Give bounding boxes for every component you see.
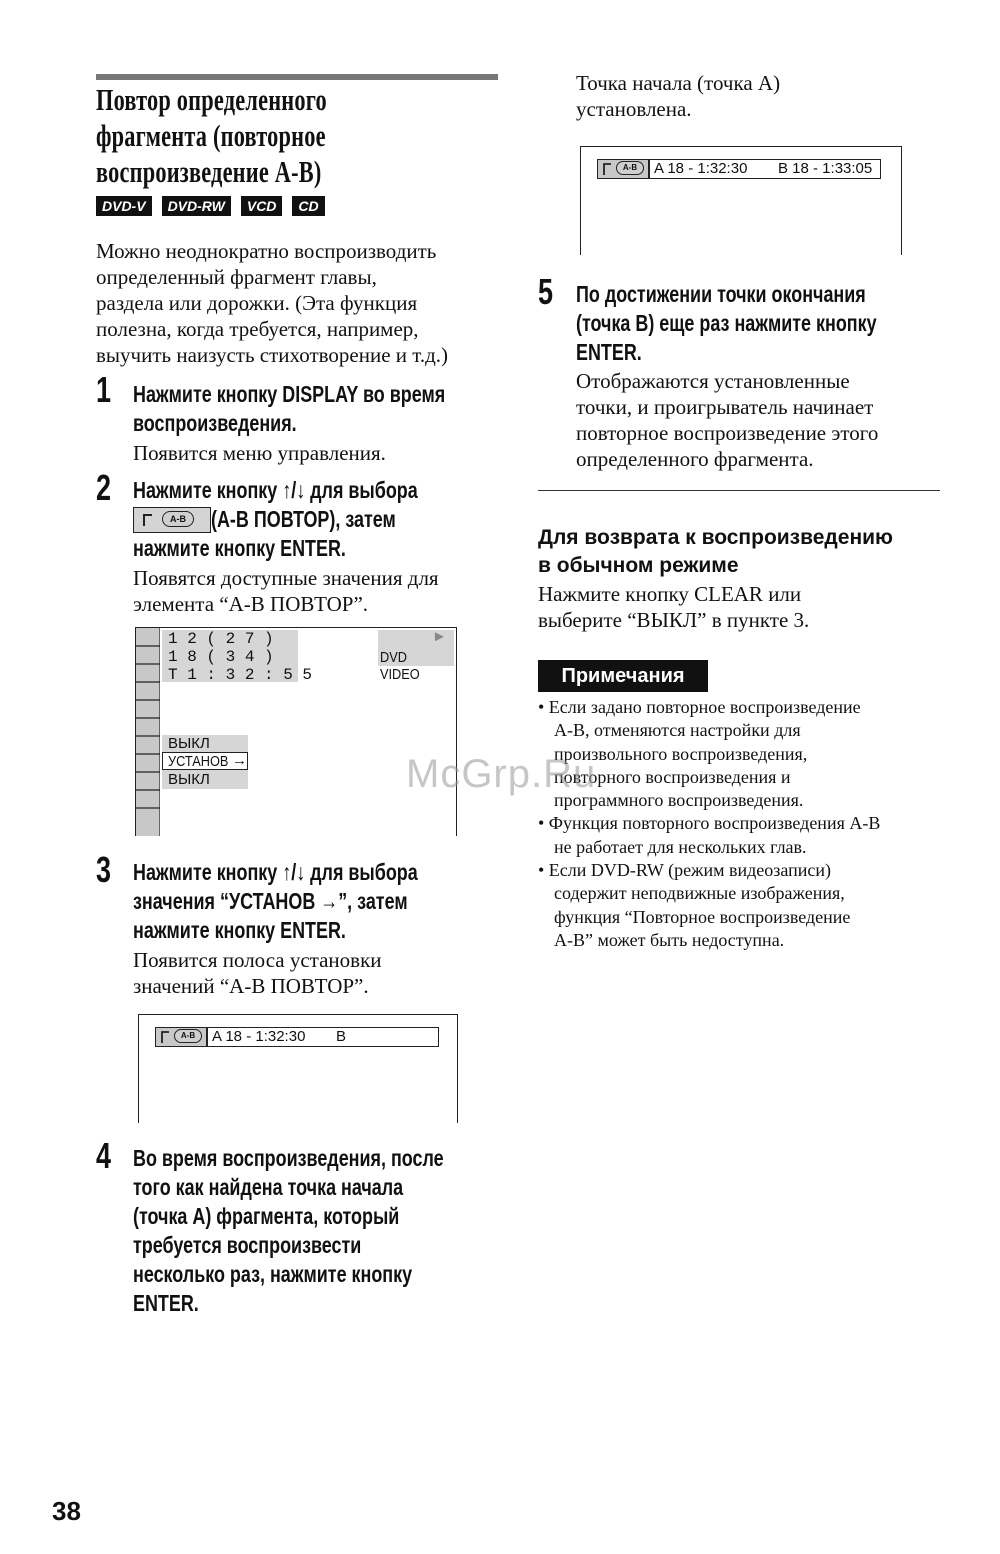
ab-icon: A-B [174, 1029, 202, 1043]
ab-setting-bar [597, 159, 881, 179]
option-set: УСТАНОВ [168, 753, 229, 770]
ab-repeat-inline-icon [133, 507, 211, 533]
step-4-number: 4 [96, 1135, 112, 1176]
ab-icon: A-B [616, 161, 644, 175]
point-a-value: A 18 - 1:32:30 [212, 1028, 306, 1045]
step-2-heading: Нажмите кнопку ↑/↓ для выбора (A-B ПОВТОР), затем нажмите кнопку ENTER. [133, 477, 418, 561]
step-3-number: 3 [96, 849, 112, 890]
step-3-heading: Нажмите кнопку ↑/↓ для выбора значения “УСТАНОВ →”, затем нажмите кнопку ENTER. [133, 859, 418, 943]
ab-icon: A-B [162, 511, 194, 527]
intro-paragraph: Можно неоднократно воспроизводить определенный фрагмент главы, раздела или дорожки. (Эта функция полезна, когда требуется, например, выучить наизусть стихотворение и т.д.) [96, 239, 449, 367]
play-icon: ► [432, 628, 447, 645]
page-title: Повтор определенного фрагмента (повторное воспроизведение A-B) [96, 82, 327, 189]
page-number: 38 [52, 1496, 81, 1526]
menu-icon-column [136, 628, 160, 836]
disc-type-badges [96, 196, 325, 216]
disc-label: DVD VIDEO [380, 649, 420, 683]
return-body: Нажмите кнопку CLEAR или выберите “ВЫКЛ” в пункте 3. [538, 582, 810, 632]
badge-dvd-rw: DVD-RW [162, 196, 231, 216]
ab-bar-screen-ab [580, 146, 902, 255]
return-heading: Для возврата к воспроизведению в обычном режиме [538, 526, 893, 577]
step-5-heading: По достижении точки окончания (точка B) еще раз нажмите кнопку ENTER. [576, 281, 877, 365]
note-item-1: • Если задано повторное воспроизведение A-B, отменяются настройки для произвольного воспроизведения, повторного воспроизведения и программного воспроизведения. [538, 697, 861, 811]
step-2-body: Появятся доступные значения для элемента “A-B ПОВТОР”. [133, 566, 439, 616]
point-a-value: A 18 - 1:32:30 [654, 160, 748, 177]
badge-dvd-v: DVD-V [96, 196, 152, 216]
badge-vcd: VCD [241, 196, 283, 216]
section-divider [538, 490, 940, 491]
note-item-2: • Функция повторного воспроизведения A-B не работает для нескольких глав. [538, 813, 881, 857]
step-1-heading: Нажмите кнопку DISPLAY во время воспроизведения. [133, 381, 446, 436]
control-menu-screen [135, 627, 457, 836]
status-text: 1 2 ( 2 7 ) 1 8 ( 3 4 ) T 1 : 3 2 : 5 5 [168, 630, 313, 684]
notes-label: Примечания [538, 660, 708, 692]
title-rule [96, 74, 498, 80]
watermark: McGrp.Ru [406, 752, 597, 796]
badge-cd: CD [292, 196, 324, 216]
bar-divider [648, 160, 650, 178]
point-b-value: B [336, 1028, 347, 1045]
step-5-body: Отображаются установленные точки, и проигрыватель начинает повторное воспроизведение этого определенного фрагмента. [576, 369, 879, 471]
setting-icon [142, 513, 154, 527]
step-4-heading: Во время воспроизведения, после того как найдена точка начала (точка A) фрагмента, который требуется воспроизвести несколько раз, нажмите кнопку ENTER. [133, 1145, 444, 1316]
point-a-set-text: Точка начала (точка A) установлена. [576, 71, 781, 121]
setting-icon [160, 1030, 170, 1044]
option-off-2[interactable]: ВЫКЛ [168, 771, 210, 788]
step-1-body: Появится меню управления. [133, 441, 386, 465]
notes-list [538, 696, 958, 952]
point-b-value: B 18 - 1:33:05 [778, 160, 873, 177]
arrow-icon: → [232, 752, 247, 769]
step-3-body: Появится полоса установки значений “A-B ПОВТОР”. [133, 948, 382, 998]
ab-bar-screen-a [138, 1014, 458, 1123]
step-5-number: 5 [538, 271, 554, 312]
step-2-number: 2 [96, 467, 112, 508]
step-1-number: 1 [96, 369, 112, 410]
option-off-1[interactable]: ВЫКЛ [168, 735, 210, 752]
setting-icon [602, 162, 612, 176]
note-item-3: • Если DVD-RW (режим видеозаписи) содержит неподвижные изображения, функция “Повторное воспроизведение A-B” может быть недоступна. [538, 860, 851, 950]
bar-divider [206, 1028, 208, 1046]
ab-setting-bar [155, 1027, 439, 1047]
